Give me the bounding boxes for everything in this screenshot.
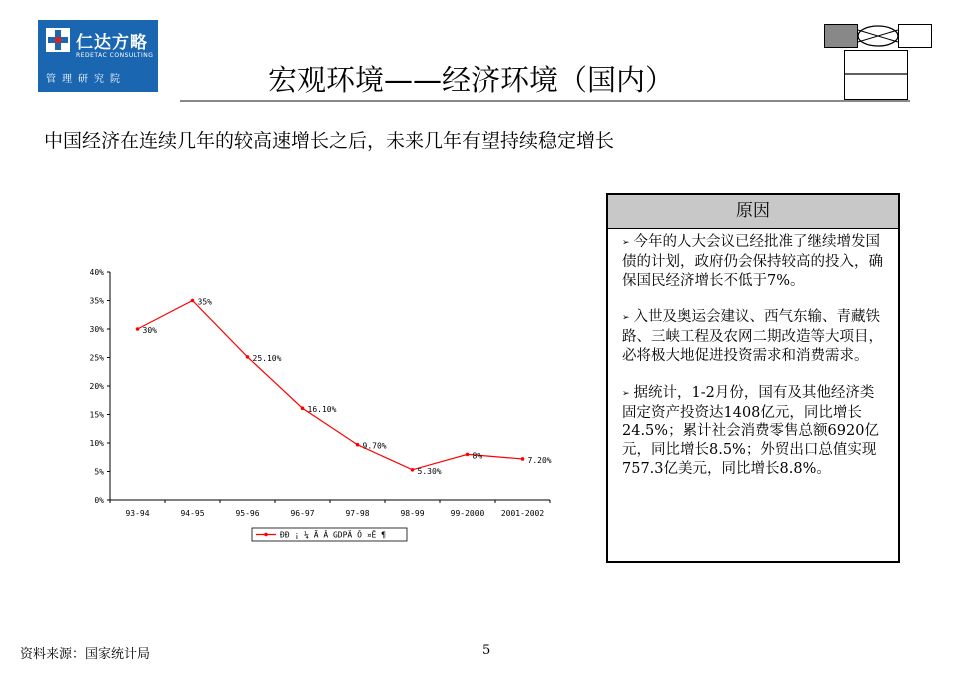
legend-marker	[264, 533, 268, 537]
reasons-header: 原因	[608, 195, 898, 229]
y-tick-label: 30%	[89, 325, 104, 334]
data-point	[136, 327, 140, 331]
title-divider	[180, 100, 910, 102]
logo-subtitle: 管理研究院	[46, 74, 126, 85]
x-tick-label: 94-95	[180, 509, 205, 518]
nav-connector-icon	[822, 22, 934, 102]
reason-text: 据统计，1-2月份，国有及其他经济类固定资产投资达1408亿元，同比增长24.5%；累计社会消费零售总额6920亿元，同比增长8.5%；外贸出口总值实现757.3亿美元，同比增长8.8%。	[622, 384, 879, 477]
y-tick-label: 10%	[89, 439, 104, 448]
data-label: 30%	[142, 326, 157, 335]
x-tick-label: 93-94	[125, 509, 150, 518]
y-tick-label: 25%	[89, 353, 104, 363]
data-label: 35%	[197, 297, 212, 307]
slide-subtitle: 中国经济在连续几年的较高速增长之后，未来几年有望持续稳定增长	[44, 130, 615, 152]
y-tick-label: 5%	[94, 467, 104, 477]
y-tick-label: 15%	[89, 410, 104, 420]
x-tick-label: 96-97	[290, 509, 315, 518]
series-line	[138, 301, 523, 470]
logo-name-cn: 仁达方略	[76, 33, 148, 53]
x-tick-label: 99-2000	[450, 509, 485, 518]
bullet-arrow-icon: ➢	[622, 238, 630, 248]
data-point	[411, 468, 415, 472]
y-tick-label: 35%	[89, 296, 104, 306]
company-logo	[38, 20, 158, 92]
reason-item	[622, 308, 888, 365]
page-number: 5	[482, 643, 491, 658]
data-point	[521, 457, 525, 461]
bullet-arrow-icon: ➢	[622, 313, 630, 324]
data-point	[356, 443, 360, 447]
gdp-growth-chart	[76, 262, 556, 552]
legend-label: ÐÐ ¡ ¼ Ã Â GDPÄ Ô ¤Ë ¶	[280, 530, 386, 540]
data-label: 8%	[472, 451, 483, 461]
reason-item	[622, 384, 888, 479]
data-point	[246, 355, 250, 359]
data-point	[191, 299, 195, 303]
x-tick-label: 97-98	[345, 509, 370, 518]
y-tick-label: 40%	[89, 268, 104, 277]
reason-text: 入世及奥运会建议、西气东输、青藏铁路、三峡工程及农网二期改造等大项目，必将极大地促进投资需求和消费需求。	[622, 309, 883, 364]
data-source: 资料来源：国家统计局	[20, 647, 151, 662]
bullet-arrow-icon: ➢	[622, 388, 630, 399]
logo-name-en: REDETAC CONSULTING	[76, 52, 154, 59]
reasons-panel	[606, 193, 900, 563]
data-point	[466, 453, 470, 457]
data-label: 5.30%	[417, 466, 442, 476]
x-tick-label: 98-99	[400, 509, 425, 518]
data-point	[301, 406, 305, 410]
reasons-list	[608, 229, 898, 479]
nav-diagram	[822, 22, 934, 102]
page-title: 宏观环境——经济环境（国内）	[268, 63, 675, 97]
y-tick-label: 0%	[94, 496, 104, 505]
x-tick-label: 2001-2002	[500, 509, 545, 518]
logo-dot-icon	[55, 37, 61, 43]
y-tick-label: 20%	[89, 382, 104, 391]
data-label: 16.10%	[307, 405, 337, 415]
data-label: 25.10%	[252, 353, 282, 363]
reason-item	[622, 233, 888, 290]
reason-text: 今年的人大会议已经批准了继续增发国债的计划，政府仍会保持较高的投入，确保国民经济增长不低于7%。	[622, 234, 883, 289]
chart-svg	[76, 262, 556, 552]
data-label: 7.20%	[527, 455, 552, 465]
data-label: 9.70%	[362, 441, 387, 451]
x-tick-label: 95-96	[235, 509, 260, 518]
